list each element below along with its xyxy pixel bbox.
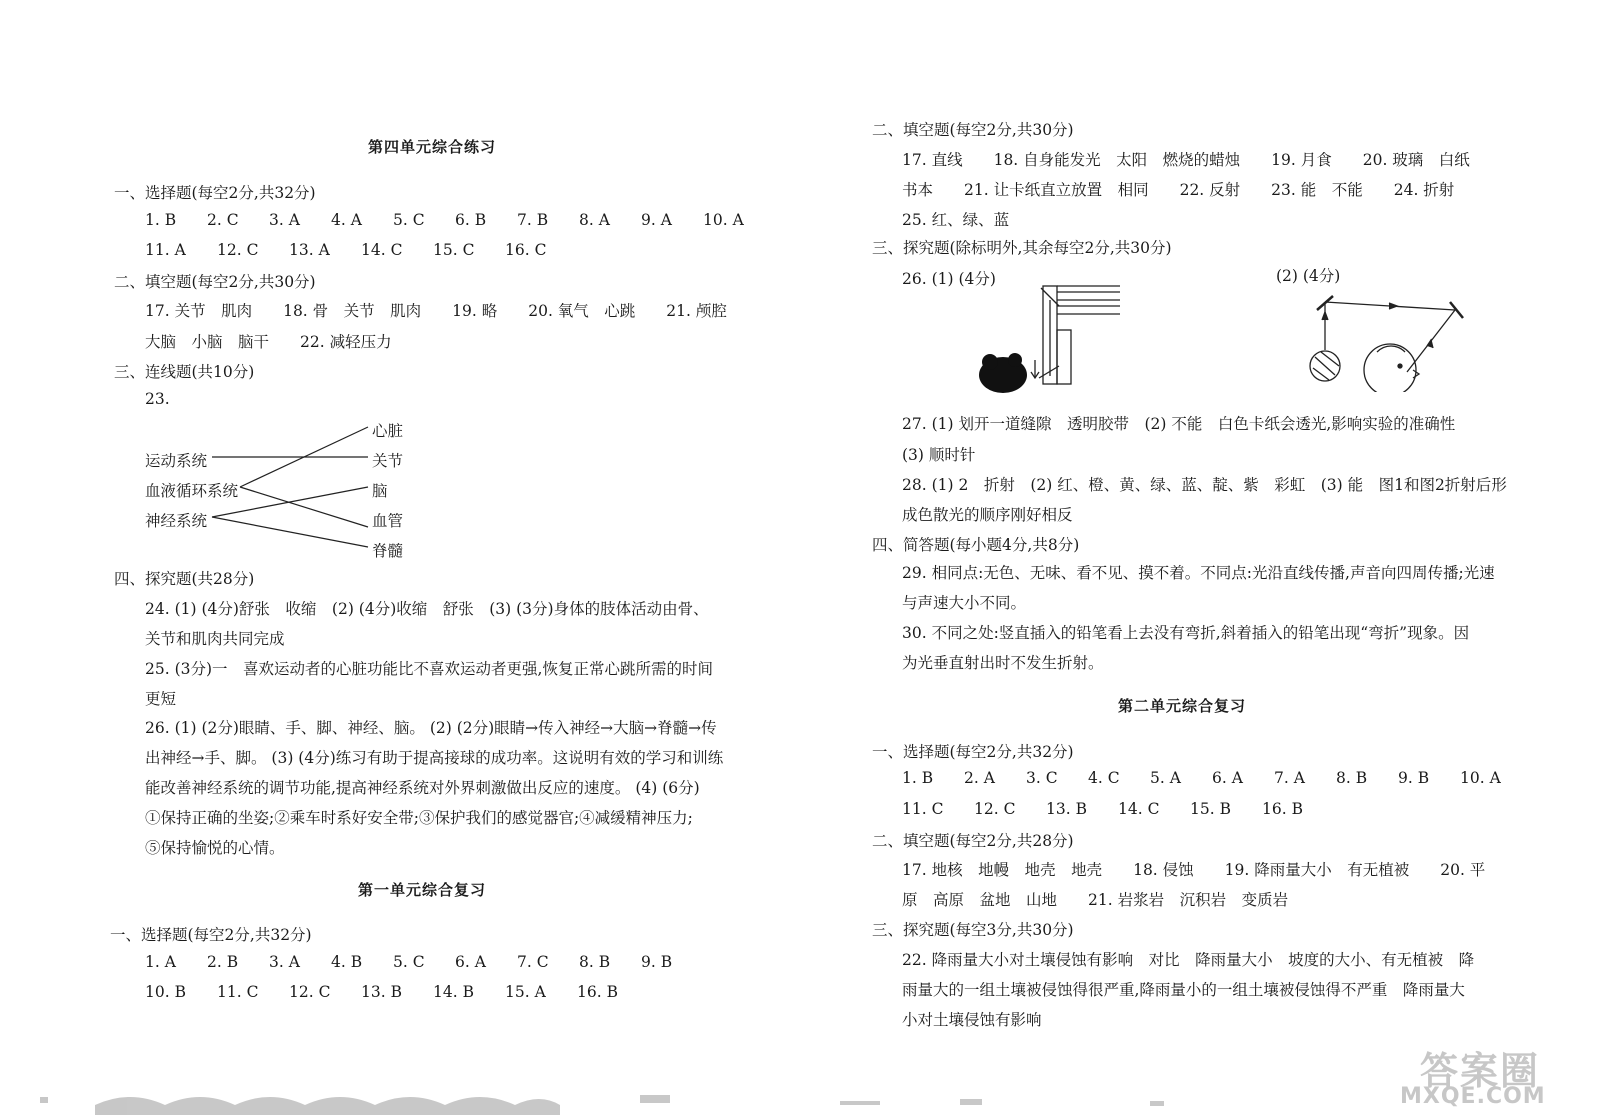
answer-item: 15. B — [1190, 800, 1231, 818]
mirror-reflection-figure — [1305, 282, 1480, 392]
unit2-section1-title: 一、选择题(每空2分,共32分) — [872, 743, 1074, 761]
q29-line1: 29. 相同点:无色、无味、看不见、摸不着。不同点:光沿直线传播,声音向四周传播;光速 — [902, 564, 1495, 582]
answer-item: 14. B — [433, 983, 474, 1001]
answer-item: 8. B — [579, 953, 611, 971]
answer-item: 16. C — [505, 241, 547, 259]
unit2-section2-line2: 原 高原 盆地 山地 21. 岩浆岩 沉积岩 变质岩 — [902, 891, 1289, 909]
matching-lines-figure — [200, 420, 380, 560]
answer-item: 10. B — [145, 983, 186, 1001]
unit4-section1-row1 — [145, 211, 744, 229]
match-right-item: 脊髓 — [372, 542, 404, 560]
answer-item: 7. A — [1274, 769, 1305, 787]
q30-line2: 为光垂直射出时不发生折射。 — [902, 654, 1104, 672]
answer-item: 5. A — [1150, 769, 1181, 787]
match-line — [212, 487, 368, 517]
answer-item: 2. C — [207, 211, 239, 229]
unit4-section1-title: 一、选择题(每空2分,共32分) — [114, 184, 316, 202]
right-section4-title: 四、简答题(每小题4分,共8分) — [872, 536, 1080, 554]
q25-line2: 更短 — [145, 690, 177, 708]
right-section2-title: 二、填空题(每空2分,共30分) — [872, 121, 1074, 139]
match-left-item: 运动系统 — [145, 452, 208, 470]
answer-item: 11. C — [902, 800, 944, 818]
answer-item: 12. C — [217, 241, 259, 259]
answer-item: 9. A — [641, 211, 672, 229]
unit4-section2-line2: 大脑 小脑 脑干 22. 减轻压力 — [145, 333, 392, 351]
answer-item: 8. B — [1336, 769, 1368, 787]
answer-item: 4. B — [331, 953, 363, 971]
unit4-title: 第四单元综合练习 — [368, 138, 497, 156]
unit4-section1-row2 — [145, 241, 546, 259]
answer-item: 12. C — [289, 983, 331, 1001]
right-page — [800, 0, 1600, 1115]
answer-item: 14. C — [361, 241, 403, 259]
answer-item: 3. A — [269, 211, 300, 229]
match-right-item: 血管 — [372, 512, 404, 530]
q22-line2: 雨量大的一组土壤被侵蚀得很严重,降雨量小的一组土壤被侵蚀得不严重 降雨量大 — [902, 981, 1465, 999]
unit1-section1-row1 — [145, 953, 672, 971]
periscope-figure — [975, 280, 1130, 395]
unit2-section2-line1: 17. 地核 地幔 地壳 地壳 18. 侵蚀 19. 降雨量大小 有无植被 20. 平 — [902, 861, 1486, 879]
watermark-text: 答案圈 — [1420, 1049, 1541, 1093]
unit1-title: 第一单元综合复习 — [358, 881, 487, 899]
answer-item: 13. A — [289, 241, 330, 259]
answer-item: 2. B — [207, 953, 239, 971]
answer-item: 13. B — [1046, 800, 1087, 818]
answer-item: 8. A — [579, 211, 610, 229]
answer-item: 1. B — [902, 769, 934, 787]
match-line — [240, 487, 368, 527]
answer-item: 16. B — [577, 983, 618, 1001]
answer-item: 9. B — [641, 953, 673, 971]
answer-item: 3. A — [269, 953, 300, 971]
unit1-section1-title: 一、选择题(每空2分,共32分) — [110, 926, 312, 944]
answer-item: 12. C — [974, 800, 1016, 818]
answer-item: 7. B — [517, 211, 549, 229]
scan-edge-artifact — [0, 1075, 1600, 1115]
answer-item: 15. A — [505, 983, 546, 1001]
unit4-section4-title: 四、探究题(共28分) — [114, 570, 255, 588]
answer-item: 11. A — [145, 241, 186, 259]
answer-item: 1. B — [145, 211, 177, 229]
answer-item: 3. C — [1026, 769, 1058, 787]
unit2-section3-title: 三、探究题(每空3分,共30分) — [872, 921, 1074, 939]
unit2-section2-title: 二、填空题(每空2分,共28分) — [872, 832, 1074, 850]
q22-line1: 22. 降雨量大小对土壤侵蚀有影响 对比 降雨量大小 坡度的大小、有无植被 降 — [902, 951, 1475, 969]
answer-item: 4. C — [1088, 769, 1120, 787]
watermark-logo — [1400, 1040, 1590, 1110]
q26-line3: 能改善神经系统的调节功能,提高神经系统对外界刺激做出反应的速度。 (4) (6分) — [145, 779, 700, 797]
q24-line1: 24. (1) (4分)舒张 收缩 (2) (4分)收缩 舒张 (3) (3分)身体的肢体活动由骨、 — [145, 600, 709, 618]
match-line — [212, 517, 368, 547]
answer-item: 5. C — [393, 953, 425, 971]
answer-item: 10. A — [703, 211, 744, 229]
unit4-section2-line1: 17. 关节 肌肉 18. 骨 关节 肌肉 19. 略 20. 氧气 心跳 21. 颅腔 — [145, 302, 727, 320]
answer-item: 2. A — [964, 769, 995, 787]
answer-item: 6. A — [455, 953, 486, 971]
match-right-item: 心脏 — [372, 422, 404, 440]
q27-line2: (3) 顺时针 — [902, 446, 976, 464]
right-section2-line2: 书本 21. 让卡纸直立放置 相同 22. 反射 23. 能 不能 24. 折射 — [902, 181, 1455, 199]
answer-item: 6. B — [455, 211, 487, 229]
unit2-section1-row2 — [902, 800, 1303, 818]
answer-item: 16. B — [1262, 800, 1303, 818]
q30-line1: 30. 不同之处:竖直插入的铅笔看上去没有弯折,斜着插入的铅笔出现“弯折”现象。因 — [902, 624, 1470, 642]
answer-item: 11. C — [217, 983, 259, 1001]
answer-item: 14. C — [1118, 800, 1160, 818]
answer-item: 4. A — [331, 211, 362, 229]
q26-line4: ①保持正确的坐姿;②乘车时系好安全带;③保护我们的感觉器官;④减缓精神压力; — [145, 809, 693, 827]
q25-line1: 25. (3分)一 喜欢运动者的心脏功能比不喜欢运动者更强,恢复正常心跳所需的时间 — [145, 660, 713, 678]
answer-item: 7. C — [517, 953, 549, 971]
right-section3-title: 三、探究题(除标明外,其余每空2分,共30分) — [872, 239, 1172, 257]
q24-line2: 关节和肌肉共同完成 — [145, 630, 285, 648]
answer-item: 6. A — [1212, 769, 1243, 787]
q29-line2: 与声速大小不同。 — [902, 594, 1027, 612]
answer-item: 5. C — [393, 211, 425, 229]
watermark-url: MXQE.COM — [1400, 1084, 1546, 1109]
answer-item: 10. A — [1460, 769, 1501, 787]
q26-part2-label: (2) (4分) — [1276, 267, 1341, 285]
q28-line2: 成色散光的顺序刚好相反 — [902, 506, 1073, 524]
unit4-section2-title: 二、填空题(每空2分,共30分) — [114, 273, 316, 291]
answer-item: 1. A — [145, 953, 176, 971]
q26-part1-label: 26. (1) (4分) — [902, 270, 996, 288]
q26-line2: 出神经→手、脚。 (3) (4分)练习有助于提高接球的成功率。这说明有效的学习和训练 — [145, 749, 724, 767]
unit4-section3-title: 三、连线题(共10分) — [114, 363, 255, 381]
answer-item: 15. C — [433, 241, 475, 259]
q27-line1: 27. (1) 划开一道缝隙 透明胶带 (2) 不能 白色卡纸会透光,影响实验的准确性 — [902, 415, 1456, 433]
answer-item: 9. B — [1398, 769, 1430, 787]
q26-line5: ⑤保持愉悦的心情。 — [145, 839, 285, 857]
answer-item: 13. B — [361, 983, 402, 1001]
match-left-item: 神经系统 — [145, 512, 208, 530]
match-right-item: 脑 — [372, 482, 388, 500]
right-section2-line3: 25. 红、绿、蓝 — [902, 211, 1010, 229]
unit1-section1-row2 — [145, 983, 618, 1001]
unit2-title: 第二单元综合复习 — [1118, 697, 1247, 715]
q22-line3: 小对土壤侵蚀有影响 — [902, 1011, 1042, 1029]
question-23-label: 23. — [145, 390, 170, 408]
match-left-item: 血液循环系统 — [145, 482, 239, 500]
match-right-item: 关节 — [372, 452, 404, 470]
q26-line1: 26. (1) (2分)眼睛、手、脚、神经、脑。 (2) (2分)眼睛→传入神经→大脑→脊髓→传 — [145, 719, 717, 737]
unit2-section1-row1 — [902, 769, 1501, 787]
q28-line1: 28. (1) 2 折射 (2) 红、橙、黄、绿、蓝、靛、紫 彩虹 (3) 能 图1和图2折射后形 — [902, 476, 1507, 494]
right-section2-line1: 17. 直线 18. 自身能发光 太阳 燃烧的蜡烛 19. 月食 20. 玻璃 白纸 — [902, 151, 1470, 169]
